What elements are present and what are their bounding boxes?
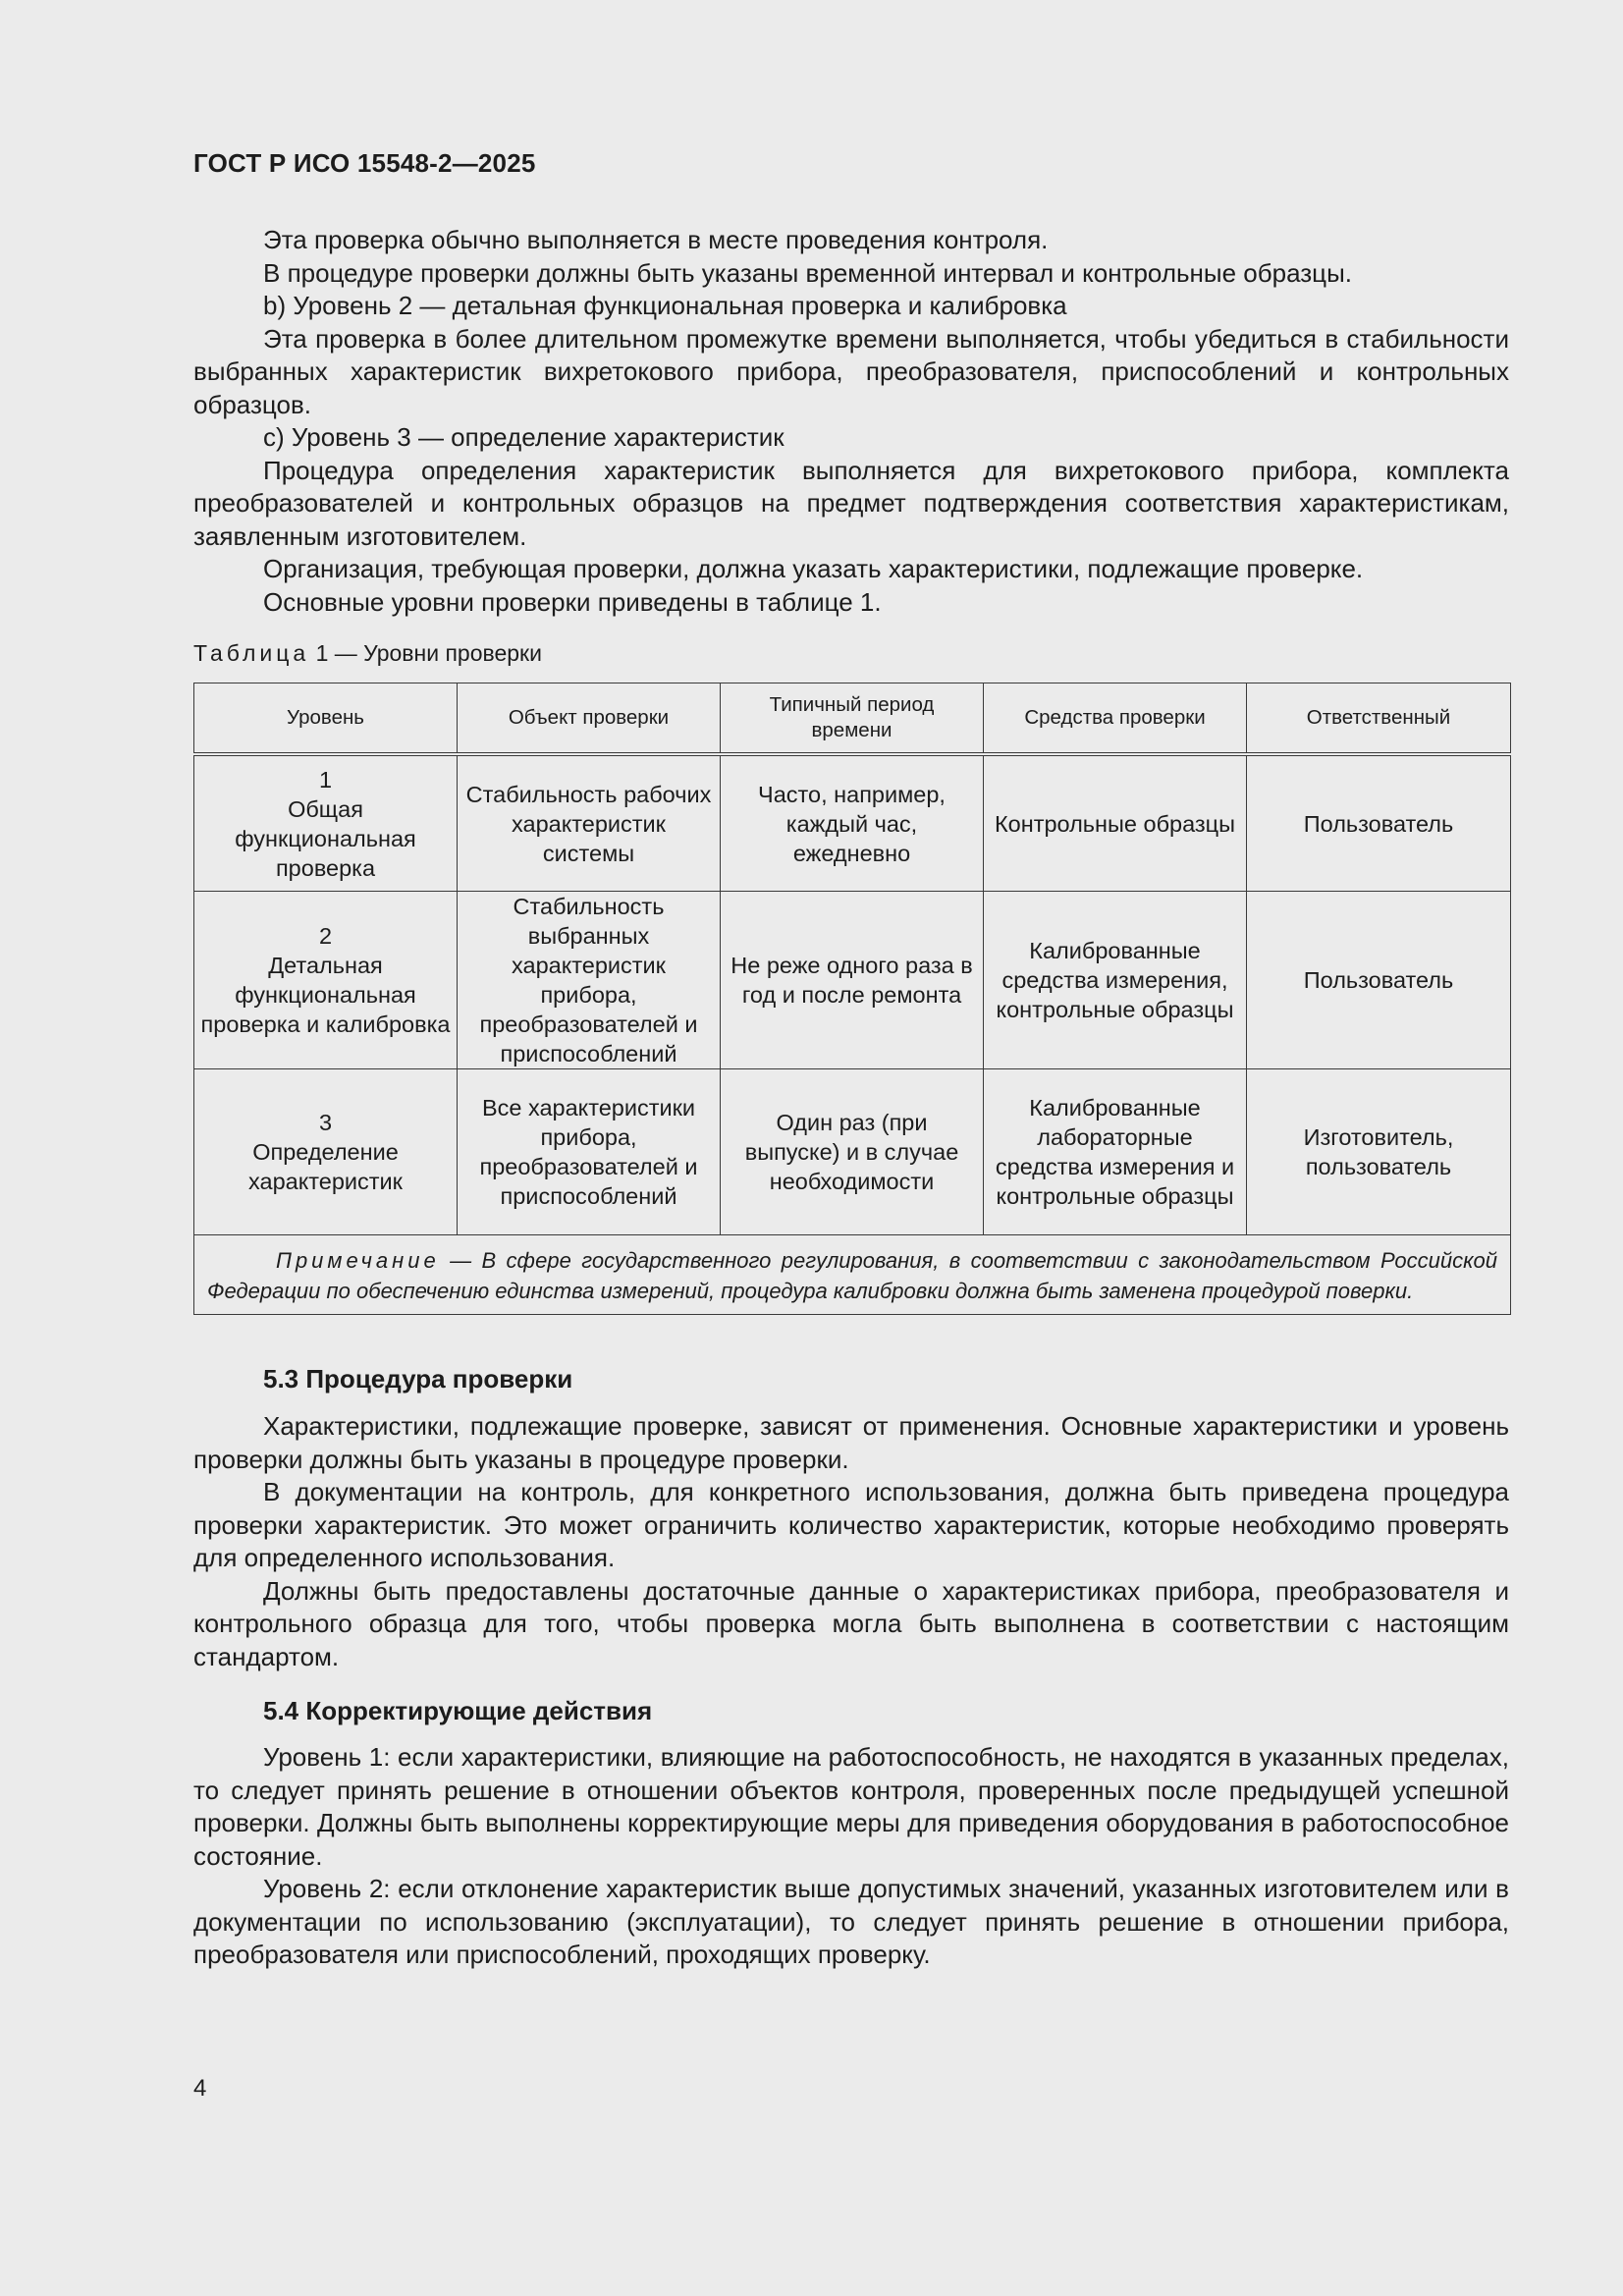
column-header: Объект проверки — [458, 683, 721, 755]
period-cell: Часто, например, каждый час, ежедневно — [721, 754, 984, 892]
object-cell: Стабильность выбранных характеристик прибора, преобразователей и приспособлений — [458, 892, 721, 1069]
means-cell: Калиброванные лабораторные средства измерения и контрольные образцы — [984, 1069, 1247, 1235]
paragraph: Основные уровни проверки приведены в таблице 1. — [263, 586, 882, 617]
column-header: Средства проверки — [984, 683, 1247, 755]
note-text: — В сфере государственного регулирования, в соответствии с законодательством Российской Федерации по обеспечению единства измерений, процедура калибровки должна быть заменена процедурой поверки. — [207, 1248, 1497, 1303]
level-number: 2 — [318, 923, 333, 949]
table-row — [194, 754, 1511, 892]
level-number: 1 — [318, 766, 333, 793]
table-row — [194, 892, 1511, 1069]
means-cell: Калиброванные средства измерения, контрольные образцы — [984, 892, 1247, 1069]
list-item-heading: c) Уровень 3 — определение характеристик — [263, 422, 784, 452]
table-caption-label: Таблица — [193, 640, 310, 666]
table-caption — [193, 640, 542, 667]
section-5-4-text — [193, 1741, 1509, 1972]
column-header: Уровень — [194, 683, 458, 755]
table-row — [194, 1069, 1511, 1235]
level-cell — [194, 754, 458, 892]
responsible-cell: Пользователь — [1247, 892, 1511, 1069]
level-name: Детальная функциональная проверка и калибровка — [200, 953, 451, 1037]
responsible-cell: Изготовитель, пользователь — [1247, 1069, 1511, 1235]
paragraph: Процедура определения характеристик выполняется для вихретокового прибора, комплекта преобразователей и контрольных образцов на предмет подтверждения соответствия характеристикам, заявленным изготовителем. — [193, 455, 1509, 551]
section-heading-5-4: 5.4 Корректирующие действия — [263, 1696, 653, 1725]
section-heading-5-3: 5.3 Процедура проверки — [263, 1364, 573, 1394]
table-note-row — [194, 1235, 1511, 1315]
list-item-heading: b) Уровень 2 — детальная функциональная проверка и калибровка — [263, 291, 1067, 320]
object-cell: Стабильность рабочих характеристик системы — [458, 754, 721, 892]
level-cell — [194, 892, 458, 1069]
paragraph: В процедуре проверки должны быть указаны временной интервал и контрольные образцы. — [263, 257, 1352, 288]
paragraph: Эта проверка обычно выполняется в месте проведения контроля. — [263, 225, 1049, 254]
paragraph: Организация, требующая проверки, должна указать характеристики, подлежащие проверке. — [263, 554, 1364, 583]
paragraph: Характеристики, подлежащие проверке, зависят от применения. Основные характеристики и уровень проверки должны быть указаны в процедуре проверки. — [193, 1411, 1509, 1474]
table-header-row — [194, 683, 1511, 755]
period-cell: Один раз (при выпуске) и в случае необходимости — [721, 1069, 984, 1235]
paragraph: В документации на контроль, для конкретного использования, должна быть приведена процедура проверки характеристик. Это может ограничить количество характеристик, которые необходимо проверять для определенного использования. — [193, 1477, 1509, 1572]
table-note — [194, 1235, 1511, 1315]
column-header: Типичный период времени — [721, 683, 984, 755]
note-label: Примечание — [276, 1248, 440, 1273]
level-cell — [194, 1069, 458, 1235]
paragraph: Уровень 2: если отклонение характеристик выше допустимых значений, указанных изготовителем или в документации по использованию (эксплуатации), то следует принять решение в отношении прибора, преобразователя или приспособлений, проходящих проверку. — [193, 1874, 1509, 1969]
level-name: Определение характеристик — [248, 1139, 403, 1194]
level-name: Общая функциональная проверка — [235, 795, 416, 881]
means-cell: Контрольные образцы — [984, 754, 1247, 892]
paragraph: Эта проверка в более длительном промежутке времени выполняется, чтобы убедиться в стабильности выбранных характеристик вихретокового прибора, преобразователя, приспособлений и контрольных образцов. — [193, 323, 1509, 419]
section-5-3-text — [193, 1410, 1509, 1673]
verification-levels-table — [193, 683, 1511, 1315]
paragraph: Уровень 1: если характеристики, влияющие на работоспособность, не находятся в указанных пределах, то следует принять решение в отношении объектов контроля, проверенных после предыдущей успешной проверки. Должны быть выполнены корректирующие меры для приведения оборудования в работоспособное состояние. — [193, 1742, 1509, 1871]
column-header: Ответственный — [1247, 683, 1511, 755]
period-cell: Не реже одного раза в год и после ремонта — [721, 892, 984, 1069]
level-number: 3 — [318, 1110, 333, 1135]
intro-text — [193, 224, 1509, 619]
object-cell: Все характеристики прибора, преобразователей и приспособлений — [458, 1069, 721, 1235]
paragraph: Должны быть предоставлены достаточные данные о характеристиках прибора, преобразователя и контрольного образца для того, чтобы проверка могла быть выполнена в соответствии с настоящим стандартом. — [193, 1575, 1509, 1671]
responsible-cell: Пользователь — [1247, 754, 1511, 892]
table-caption-title: 1 — Уровни проверки — [315, 640, 542, 666]
document-header: ГОСТ Р ИСО 15548-2—2025 — [193, 148, 536, 178]
page-number: 4 — [193, 2075, 207, 2102]
